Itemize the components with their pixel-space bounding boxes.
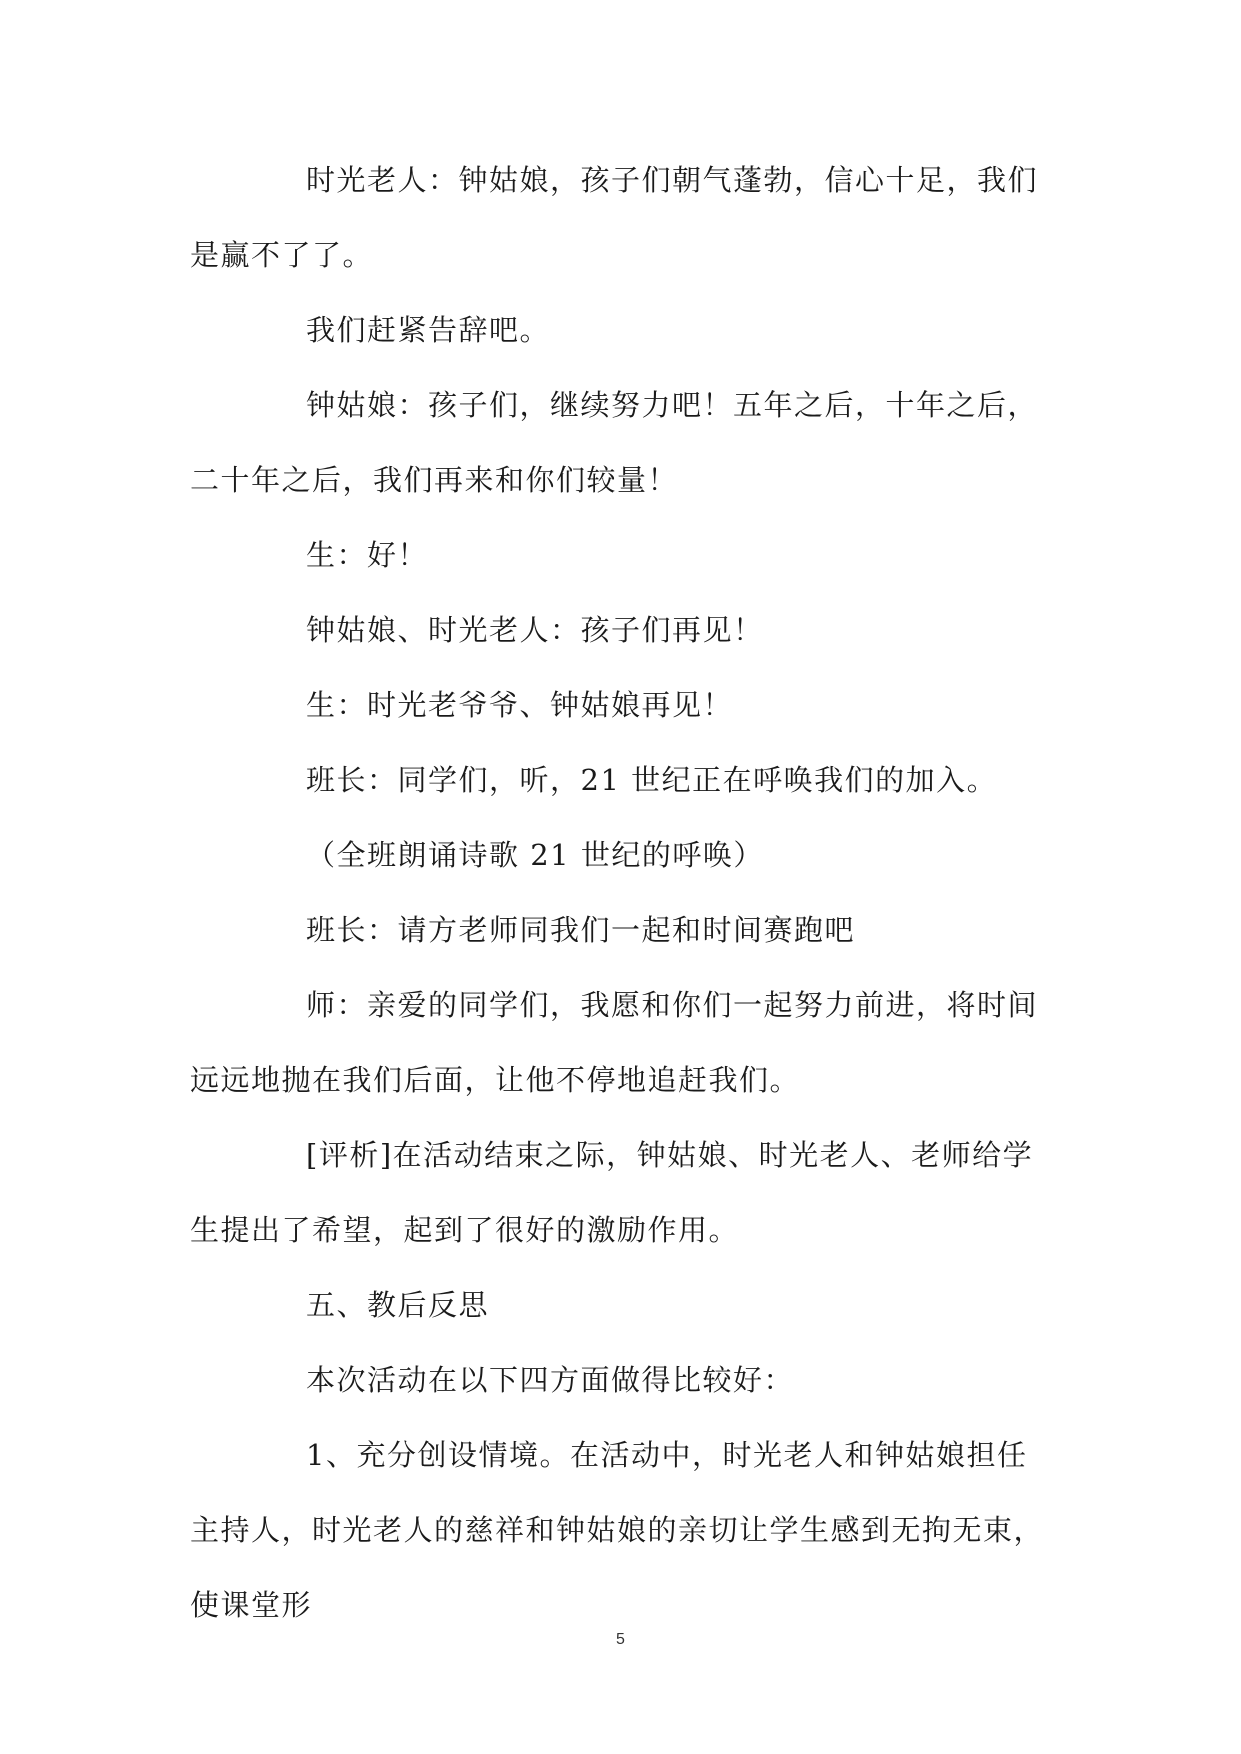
paragraph: 班长：请方老师同我们一起和时间赛跑吧 (306, 913, 856, 947)
section-heading: 五、教后反思 (306, 1288, 490, 1322)
paragraph: 1、充分创设情境。在活动中，时光老人和钟姑娘担任主持人，时光老人的慈祥和钟姑娘的亲切让学生感到无拘无束，使课堂形 (190, 1438, 1045, 1622)
paragraph: 时光老人：钟姑娘，孩子们朝气蓬勃，信心十足，我们是赢不了了。 (190, 163, 1039, 272)
paragraph: 本次活动在以下四方面做得比较好： (306, 1363, 795, 1397)
paragraph: 师：亲爱的同学们，我愿和你们一起努力前进，将时间远远地抛在我们后面，让他不停地追赶我们。 (190, 988, 1039, 1097)
paragraph: 班长：同学们，听，21 世纪正在呼唤我们的加入。 (306, 763, 998, 797)
document-body (190, 143, 1050, 1643)
paragraph: （全班朗诵诗歌 21 世纪的呼唤） (306, 838, 764, 872)
paragraph: 我们赶紧告辞吧。 (306, 313, 551, 347)
page-number: 5 (616, 1631, 625, 1648)
paragraph: 钟姑娘：孩子们，继续努力吧！五年之后，十年之后，二十年之后，我们再来和你们较量！ (190, 388, 1039, 497)
paragraph: 生：时光老爷爷、钟姑娘再见！ (306, 688, 734, 722)
paragraph: 生：好！ (306, 538, 429, 572)
paragraph: 钟姑娘、时光老人：孩子们再见！ (306, 613, 764, 647)
paragraph: [评析]在活动结束之际，钟姑娘、时光老人、老师给学生提出了希望，起到了很好的激励作用。 (190, 1138, 1034, 1247)
